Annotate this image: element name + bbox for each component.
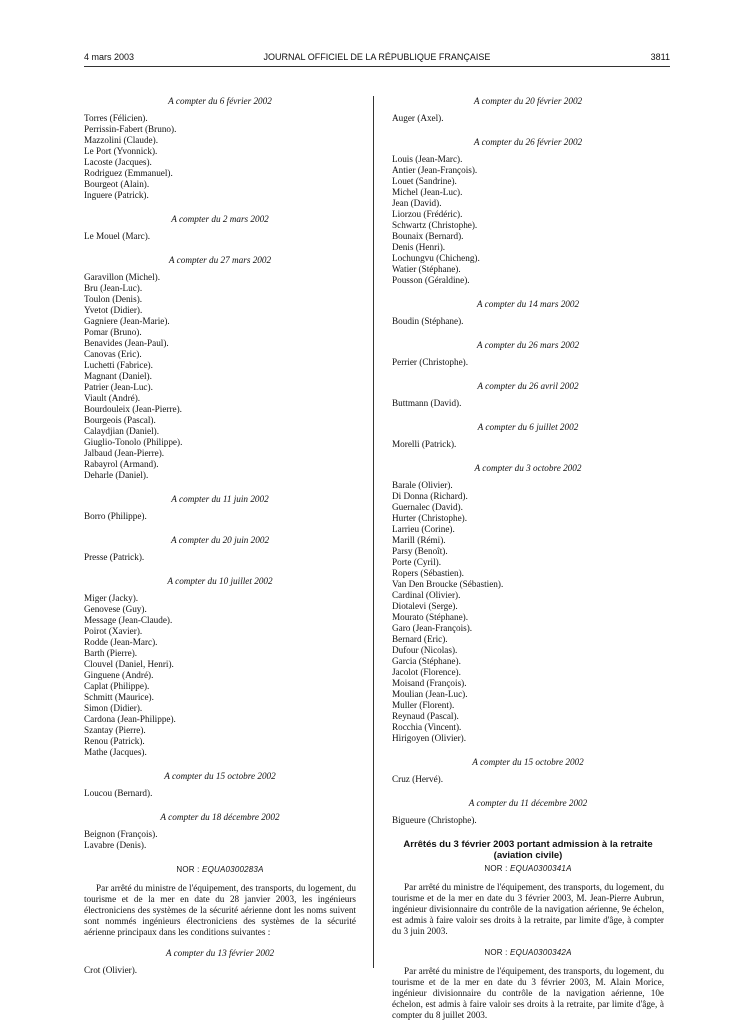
nor-reference [392,863,664,874]
section-heading: A compter du 6 juillet 2002 [477,422,579,432]
name-entry: Garavillon (Michel). [84,272,161,282]
name-entry: Schwartz (Christophe). [392,220,478,230]
date-section [392,422,664,450]
name-entry: Morelli (Patrick). [392,439,457,449]
date-section [392,757,664,785]
page-header [84,48,670,68]
name-entry: Clouvel (Daniel, Henri). [84,659,174,669]
name-entry: Perrissin-Fabert (Bruno). [84,124,177,134]
name-entry: Garo (Jean-François). [392,623,473,633]
name-entry: Hirigoyen (Olivier). [392,733,466,743]
name-entry: Barale (Olivier). [392,480,453,490]
name-entry: Pomar (Bruno). [84,327,142,337]
arrete-blocks [392,863,664,1021]
page-number: 3811 [650,52,670,62]
date-section [392,96,664,124]
section-heading: A compter du 6 février 2002 [168,96,272,106]
name-entry: Patrier (Jean-Luc). [84,382,153,392]
name-entry: Reynaud (Pascal). [392,711,459,721]
name-entry: Torres (Félicien). [84,113,148,123]
name-entry: Renou (Patrick). [84,736,145,746]
right-column [392,96,664,1031]
name-entry: Muller (Florent). [392,700,455,710]
date-section [392,463,664,744]
nor-label: NOR : [484,864,508,873]
name-entry: Toulon (Denis). [84,294,143,304]
name-entry: Bernard (Eric). [392,634,448,644]
name-entry: Jalbaud (Jean-Pierre). [84,448,165,458]
name-entry: Poirot (Xavier). [84,626,143,636]
name-entry: Mazzolini (Claude). [84,135,158,145]
name-entry: Beignon (François). [84,829,158,839]
name-entry: Antier (Jean-François). [392,165,478,175]
name-entry: Rodde (Jean-Marc). [84,637,158,647]
name-entry: Deharle (Daniel). [84,470,149,480]
name-entry: Auger (Axel). [392,113,444,123]
name-entry: Loucou (Bernard). [84,788,153,798]
section-heading: A compter du 26 février 2002 [473,137,583,147]
name-entry: Giuglio-Tonolo (Philippe). [84,437,183,447]
name-entry: Luchetti (Fabrice). [84,360,153,370]
date-section [392,798,664,826]
date-section [84,494,356,522]
date-section [84,96,356,201]
name-entry: Borro (Philippe). [84,511,147,521]
name-entry: Moisand (François). [392,678,467,688]
name-entry: Ropers (Sébastien). [392,568,464,578]
name-entry: Bourdouleix (Jean-Pierre). [84,404,182,414]
name-entry: Mathe (Jacques). [84,747,147,757]
name-entry: Presse (Patrick). [84,552,145,562]
arrete-paragraph: Par arrêté du ministre de l'équipement, des transports, du logement, du tourisme et de la mer en date du 3 février 2003, M. Alain Morice, ingénieur divisionnaire du contrôle de la navigation aérienne, 10e échelon, est admis à faire valoir ses droits à la retraite, par limite d'âge, à compter du 8 juillet 2003. [392,966,664,1020]
date-section [84,576,356,758]
nor-code: EQUA0300341A [510,864,572,873]
section-heading: A compter du 15 octobre 2002 [472,757,584,767]
name-entry: Cardinal (Olivier). [392,590,461,600]
date-section [392,137,664,286]
name-entry: Louet (Sandrine). [392,176,457,186]
name-entry: Viault (André). [84,393,141,403]
right-sections [392,96,664,826]
name-entry: Yvetot (Didier). [84,305,143,315]
decree-paragraph: Par arrêté du ministre de l'équipement, des transports, du logement, du tourisme et de la mer en date du 28 janvier 2003, les ingénieurs électroniciens des systèmes de la sécurité aérienne dont les noms suivent sont nommés ingénieurs électroniciens des systèmes de la sécurité aérienne principaux dans les conditions suivantes : [84,883,356,937]
name-entry: Rocchia (Vincent). [392,722,462,732]
name-entry: Inguere (Patrick). [84,190,149,200]
name-entry: Miger (Jacky). [84,593,139,603]
date-section [84,812,356,851]
section-heading: A compter du 2 mars 2002 [171,214,269,224]
name-entry: Dufour (Nicolas). [392,645,458,655]
name-entry: Larrieu (Corine). [392,524,455,534]
nor-label: NOR : [176,865,200,874]
name-entry: Le Port (Yvonnick). [84,146,158,156]
date-section [392,381,664,409]
nor-reference [84,864,356,875]
name-entry: Mourato (Stéphane). [392,612,469,622]
name-entry: Cruz (Hervé). [392,774,444,784]
section-heading: A compter du 27 mars 2002 [168,255,272,265]
name-entry: Boudin (Stéphane). [392,316,464,326]
section-heading: A compter du 20 février 2002 [473,96,583,106]
name-entry: Genovese (Guy). [84,604,147,614]
name-entry: Van Den Broucke (Sébastien). [392,579,504,589]
name-entry: Lacoste (Jacques). [84,157,152,167]
name-entry: Watier (Stéphane). [392,264,461,274]
name-entry: Simon (Didier). [84,703,143,713]
section-heading: A compter du 10 juillet 2002 [167,576,273,586]
name-entry: Hurter (Christophe). [392,513,468,523]
date-section [392,299,664,327]
date-section [84,948,356,976]
name-entry: Le Mouel (Marc). [84,231,151,241]
date-section [84,535,356,563]
arrete-block [392,947,664,1021]
name-entry: Bru (Jean-Luc). [84,283,143,293]
name-entry: Lavabre (Denis). [84,840,147,850]
left-sections [84,96,356,851]
name-entry: Barth (Pierre). [84,648,138,658]
name-entry: Rabayrol (Armand). [84,459,159,469]
section-heading: A compter du 13 février 2002 [165,948,275,958]
nor-code: EQUA0300342A [510,948,572,957]
nor-reference [392,947,664,958]
issue-date: 4 mars 2003 [84,52,135,62]
date-section [84,255,356,481]
name-entry: Rodriguez (Emmanuel). [84,168,173,178]
header-rule [84,66,670,67]
name-entry: Benavides (Jean-Paul). [84,338,169,348]
column-divider [373,96,374,968]
name-entry: Canovas (Eric). [84,349,142,359]
section-heading: A compter du 18 décembre 2002 [160,812,280,822]
section-heading: A compter du 26 mars 2002 [476,340,580,350]
name-entry: Buttmann (David). [392,398,462,408]
date-section [84,214,356,242]
section-heading: A compter du 11 juin 2002 [171,494,269,504]
name-entry: Schmitt (Maurice). [84,692,154,702]
name-entry: Garcia (Stéphane). [392,656,461,666]
name-entry: Michel (Jean-Luc). [392,187,463,197]
name-entry: Cardona (Jean-Philippe). [84,714,176,724]
name-entry: Moulian (Jean-Luc). [392,689,468,699]
name-entry: Lochungvu (Chicheng). [392,253,480,263]
name-entry: Perrier (Christophe). [392,357,469,367]
name-entry: Szantay (Pierre). [84,725,146,735]
arrete-title: Arrêtés du 3 février 2003 portant admission à la retraite (aviation civile) [403,839,653,861]
name-entry: Denis (Henri). [392,242,446,252]
name-entry: Gagniere (Jean-Marie). [84,316,170,326]
name-entry: Caplat (Philippe). [84,681,150,691]
name-entry: Bigueure (Christophe). [392,815,477,825]
name-entry: Ginguene (André). [84,670,154,680]
name-entry: Jean (David). [392,198,442,208]
name-entry: Liorzou (Frédéric). [392,209,463,219]
name-entry: Calaydjian (Daniel). [84,426,160,436]
section-heading: A compter du 15 octobre 2002 [164,771,276,781]
section-heading: A compter du 26 avril 2002 [477,381,579,391]
name-entry: Pousson (Géraldine). [392,275,470,285]
nor-code: EQUA0300283A [202,865,264,874]
journal-title: JOURNAL OFFICIEL DE LA RÉPUBLIQUE FRANÇAISE [263,52,491,62]
name-entry: Bourgeois (Pascal). [84,415,156,425]
section-heading: A compter du 11 décembre 2002 [468,798,588,808]
name-entry: Guernalec (David). [392,502,463,512]
date-section [392,340,664,368]
name-entry: Parsy (Benoît). [392,546,448,556]
name-entry: Jacolot (Florence). [392,667,461,677]
left-final-section [84,948,356,976]
name-entry: Bourgeot (Alain). [84,179,150,189]
name-entry: Magnant (Daniel). [84,371,152,381]
nor-label: NOR : [484,948,508,957]
name-entry: Message (Jean-Claude). [84,615,173,625]
arrete-block [392,863,664,937]
name-entry: Porte (Cyril). [392,557,441,567]
name-entry: Crot (Olivier). [84,965,138,975]
name-entry: Bounaix (Bernard). [392,231,464,241]
name-entry: Diotalevi (Serge). [392,601,458,611]
name-entry: Di Donna (Richard). [392,491,468,501]
name-entry: Marill (Rémi). [392,535,446,545]
arrete-paragraph: Par arrêté du ministre de l'équipement, des transports, du logement, du tourisme et de la mer en date du 3 février 2003, M. Jean-Pierre Aubrun, ingénieur divisionnaire du contrôle de la navigation aérienne, 9e échelon, est admis à faire valoir ses droits à la retraite, par limite d'âge, à compter du 3 juin 2003. [392,882,664,936]
date-section [84,771,356,799]
section-heading: A compter du 14 mars 2002 [476,299,580,309]
section-heading: A compter du 20 juin 2002 [170,535,270,545]
name-entry: Louis (Jean-Marc). [392,154,463,164]
left-column [84,96,356,989]
section-heading: A compter du 3 octobre 2002 [474,463,582,473]
